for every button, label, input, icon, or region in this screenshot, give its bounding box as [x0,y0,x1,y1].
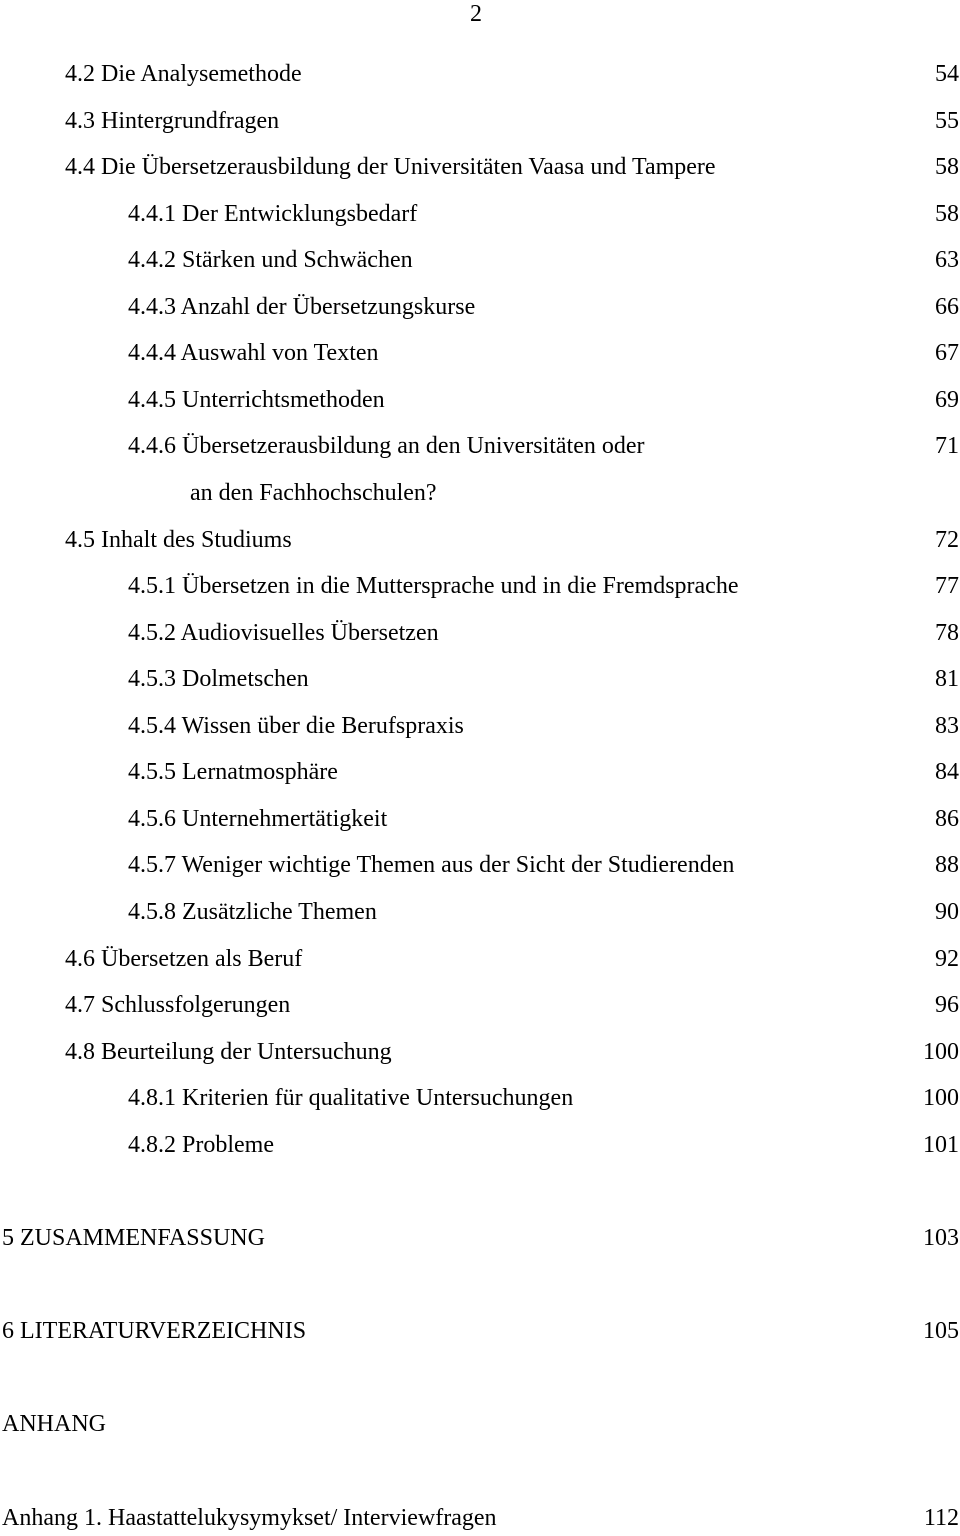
toc-entry-title: 4.5.3 Dolmetschen [128,666,309,692]
toc-entry [0,947,960,977]
toc-entry-title: ANHANG [2,1411,106,1437]
toc-entry-title: 4.4.6 Übersetzerausbildung an den Universitäten oder [128,433,645,459]
toc-entry [0,109,960,139]
toc-entry-title: Anhang 1. Haastattelukysymykset/ Interviewfragen [2,1505,497,1531]
toc-entry-title: 4.5.4 Wissen über die Berufspraxis [128,713,464,739]
toc-entry [0,900,960,930]
toc-entry-title: 5 ZUSAMMENFASSUNG [2,1225,265,1251]
toc-entry [0,1506,960,1536]
toc-entry [0,528,960,558]
toc-chapter [0,1412,960,1442]
toc-entry-page: 86 [935,806,959,832]
toc-entry-title: 4.8 Beurteilung der Untersuchung [65,1039,392,1065]
toc-entry-page: 92 [935,946,959,972]
toc-entry-title: 4.4 Die Übersetzerausbildung der Universitäten Vaasa und Tampere [65,154,716,180]
toc-entry [0,1086,960,1116]
toc-entry-page: 77 [935,573,959,599]
toc-entry-page: 101 [923,1132,959,1158]
toc-entry-title: 4.4.1 Der Entwicklungsbedarf [128,201,418,227]
toc-entry-title: 6 LITERATURVERZEICHNIS [2,1318,307,1344]
toc-chapter [0,1226,960,1256]
toc-entry-title: 4.4.3 Anzahl der Übersetzungskurse [128,294,476,320]
toc-entry-title: 4.8.2 Probleme [128,1132,274,1158]
toc-entry-page: 96 [935,992,959,1018]
toc-entry-page: 100 [923,1039,959,1065]
toc-entry-title: 4.5.6 Unternehmertätigkeit [128,806,388,832]
toc-entry-title: 4.2 Die Analysemethode [65,61,302,87]
toc-entry-page: 100 [923,1085,959,1111]
toc-entry [0,62,960,92]
toc-entry [0,434,960,464]
toc-entry [0,667,960,697]
toc-entry [0,1040,960,1070]
toc-entry-page: 69 [935,387,959,413]
toc-entry [0,714,960,744]
toc-entry-title: 4.4.2 Stärken und Schwächen [128,247,413,273]
toc-entry-page: 90 [935,899,959,925]
toc-entry-title: 4.4.5 Unterrichtsmethoden [128,387,385,413]
toc-entry [0,248,960,278]
toc-entry-page: 54 [935,61,959,87]
toc-entry-page: 67 [935,340,959,366]
toc-entry-title: 4.5.2 Audiovisuelles Übersetzen [128,620,439,646]
toc-entry-title: 4.5 Inhalt des Studiums [65,527,292,553]
toc-entry-page: 72 [935,527,959,553]
toc-entry-page: 105 [923,1318,959,1344]
toc-entry [0,295,960,325]
toc-entry-title: 4.5.5 Lernatmosphäre [128,759,338,785]
toc-chapter [0,1319,960,1349]
toc-entry-title: 4.5.7 Weniger wichtige Themen aus der Sicht der Studierenden [128,852,735,878]
toc-entry-title: 4.3 Hintergrundfragen [65,108,280,134]
toc-entry [0,621,960,651]
toc-entry-page: 71 [935,433,959,459]
toc-entry-continuation [0,481,960,511]
toc-entry-page: 63 [935,247,959,273]
toc-entry [0,155,960,185]
toc-entry-title: an den Fachhochschulen? [190,480,437,506]
toc-entry-title: 4.4.4 Auswahl von Texten [128,340,379,366]
toc-entry [0,993,960,1023]
toc-entry [0,807,960,837]
toc-entry-page: 84 [935,759,959,785]
toc-entry-page: 58 [935,154,959,180]
toc-entry [0,574,960,604]
toc-entry-page: 78 [935,620,959,646]
toc-entry-title: 4.5.8 Zusätzliche Themen [128,899,377,925]
toc-entry-title: 4.8.1 Kriterien für qualitative Untersuchungen [128,1085,574,1111]
toc-entry-title: 4.5.1 Übersetzen in die Muttersprache und in die Fremdsprache [128,573,739,599]
toc-entry-page: 81 [935,666,959,692]
page-number: 2 [470,1,482,27]
toc-entry-page: 55 [935,108,959,134]
toc-entry [0,853,960,883]
toc-entry-page: 112 [923,1505,959,1531]
toc-entry [0,760,960,790]
toc-entry [0,1133,960,1163]
toc-entry [0,341,960,371]
toc-entry-page: 103 [923,1225,959,1251]
toc-entry-page: 66 [935,294,959,320]
toc-entry-page: 83 [935,713,959,739]
toc-entry [0,388,960,418]
toc-entry [0,202,960,232]
toc-entry-title: 4.6 Übersetzen als Beruf [65,946,303,972]
toc-entry-page: 88 [935,852,959,878]
toc-entry-page: 58 [935,201,959,227]
toc-entry-title: 4.7 Schlussfolgerungen [65,992,291,1018]
